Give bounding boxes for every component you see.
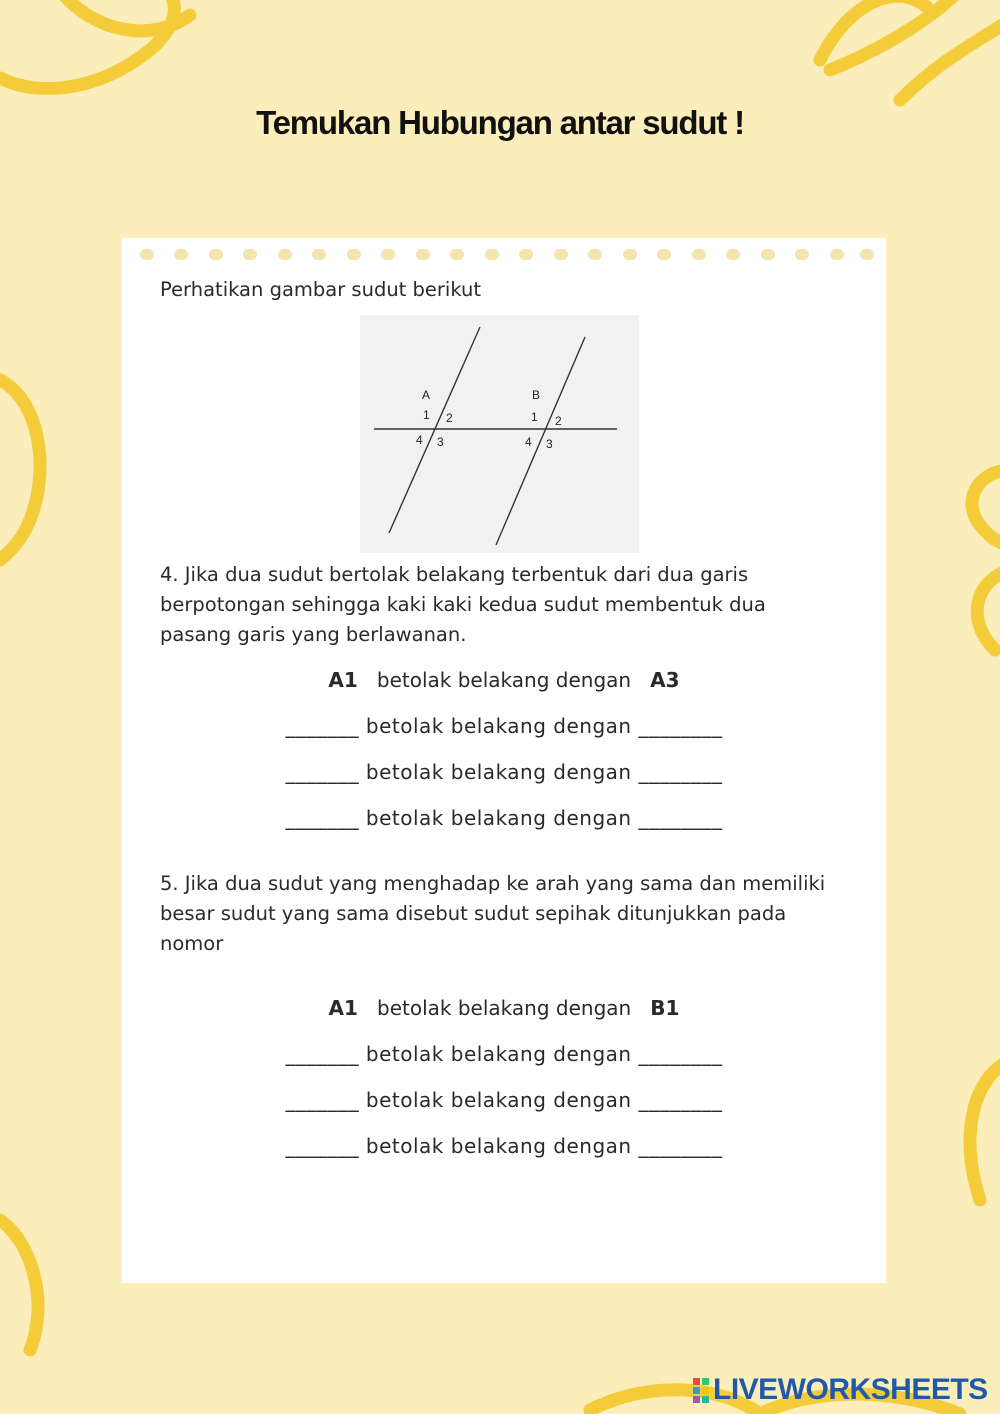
q5-answer-row-3[interactable]: _______ betolak belakang dengan ________ — [285, 1134, 723, 1158]
q4-example-middle: betolak belakang dengan — [376, 668, 632, 692]
liveworksheets-logo[interactable] — [693, 1374, 988, 1406]
angle-a1: 1 — [423, 408, 430, 422]
angle-b4: 4 — [525, 435, 532, 449]
label-a: A — [422, 388, 431, 402]
angle-a4: 4 — [416, 433, 423, 447]
q5-example-row — [122, 996, 886, 1020]
page-title: Temukan Hubungan antar sudut ! — [256, 104, 744, 141]
question-5: 5. Jika dua sudut yang menghadap ke arah yang sama dan memiliki besar sudut yang sama disebut sudut sepihak ditunjukkan pada nomor — [160, 872, 826, 955]
q4-answer-row-3[interactable]: _______ betolak belakang dengan ________ — [285, 806, 723, 830]
parallel-line-b — [496, 337, 585, 545]
worksheet-card — [122, 238, 886, 1283]
angle-b1: 1 — [531, 410, 538, 424]
logo-grid-icon — [693, 1378, 709, 1403]
label-b: B — [532, 388, 541, 402]
q4-example-left: A1 — [328, 668, 358, 692]
angle-a3: 3 — [437, 435, 444, 449]
angle-a2: 2 — [446, 411, 453, 425]
q5-example-right: B1 — [650, 996, 680, 1020]
intro-text: Perhatikan gambar sudut berikut — [160, 278, 482, 301]
q4-answer-row-1[interactable]: _______ betolak belakang dengan ________ — [285, 714, 723, 738]
q5-answer-row-1[interactable]: _______ betolak belakang dengan ________ — [285, 1042, 723, 1066]
logo-text: LIVEWORKSHEETS — [713, 1373, 988, 1406]
parallel-line-a — [389, 327, 480, 533]
angle-b3: 3 — [546, 437, 553, 451]
q5-answer-row-2[interactable]: _______ betolak belakang dengan ________ — [285, 1088, 723, 1112]
q5-example-middle: betolak belakang dengan — [377, 996, 632, 1020]
q4-example-right: A3 — [650, 668, 680, 692]
angle-b2: 2 — [555, 414, 562, 428]
q5-example-left: A1 — [328, 996, 358, 1020]
question-4: 4. Jika dua sudut bertolak belakang terbentuk dari dua garis berpotongan sehingga kaki kaki kedua sudut membentuk dua pasang garis yang berlawanan. — [160, 563, 766, 646]
dotted-border — [140, 249, 876, 261]
q4-answer-row-2[interactable]: _______ betolak belakang dengan ________ — [285, 760, 723, 784]
angle-figure — [360, 315, 639, 553]
q4-example-row — [122, 668, 886, 692]
